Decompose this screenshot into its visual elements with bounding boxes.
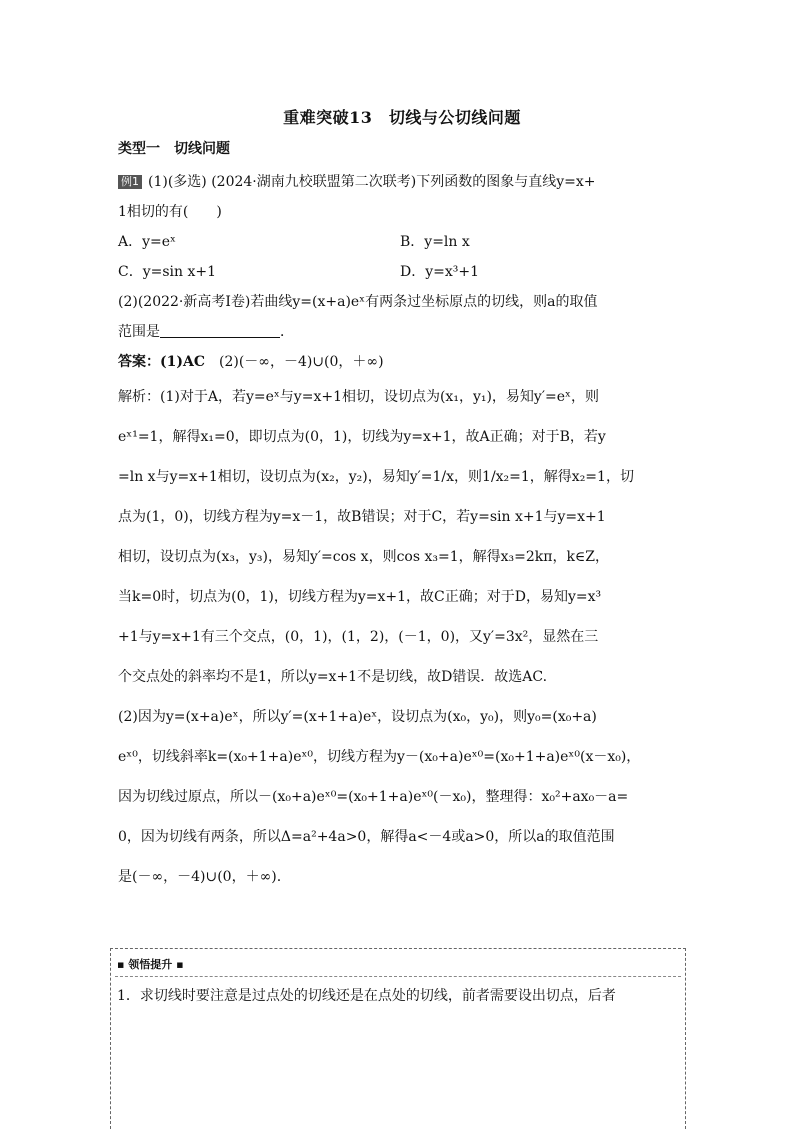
solution-line: 点为(1，0)，切线方程为y=x－1，故B错误；对于C，若y=sin x+1与y=x+1 xyxy=(118,509,606,525)
answer-label: 答案： xyxy=(118,354,160,370)
solution-line: 解析：(1)对于A，若y=eˣ与y=x+1相切，设切点为(x₁，y₁)，易知y′=eˣ，则 xyxy=(118,389,599,405)
q2-line1: (2)(2022·新高考Ⅰ卷)若曲线y=(x+a)eˣ有两条过坐标原点的切线，则a的取值 xyxy=(118,294,598,310)
option-b: B．y=ln x xyxy=(400,234,470,250)
solution-line: 相切，设切点为(x₃，y₃)，易知y′=cos x，则cos x₃=1，解得x₃=2kπ，k∈Z， xyxy=(118,549,610,565)
solution-line: eˣ⁰，切线斜率k=(x₀+1+a)eˣ⁰，切线方程为y－(x₀+a)eˣ⁰=(x₀+1+a)eˣ⁰(x－x₀)， xyxy=(118,749,641,765)
tip-text: 1．求切线时要注意是过点处的切线还是在点处的切线，前者需要设出切点，后者 xyxy=(117,988,616,1004)
solution-block xyxy=(118,377,686,697)
option-a: A．y=eˣ xyxy=(118,234,176,250)
options-grid xyxy=(118,227,686,287)
q2-prefix: 范围是 xyxy=(118,324,160,340)
q2-line2 xyxy=(118,317,686,347)
answer-part1: (1)AC xyxy=(160,354,205,370)
solution-line: 0，因为切线有两条，所以Δ=a²+4a>0，解得a<－4或a>0，所以a的取值范围 xyxy=(118,829,615,845)
example-badge: 例1 xyxy=(118,175,142,189)
document-page xyxy=(118,105,686,897)
example-question-1 xyxy=(118,167,686,197)
option-d: D．y=x³+1 xyxy=(400,264,480,280)
solution-line: +1与y=x+1有三个交点，(0，1)，(1，2)，(－1，0)，又y′=3x²，显然在三 xyxy=(118,629,599,645)
q1-line1: (1)(多选) (2024·湖南九校联盟第二次联考)下列函数的图象与直线y=x+ xyxy=(148,174,596,190)
answer-part2: (2)(－∞，－4)∪(0，＋∞) xyxy=(205,354,384,370)
solution-line: 因为切线过原点，所以－(x₀+a)eˣ⁰=(x₀+1+a)eˣ⁰(－x₀)，整理得：x₀²+ax₀－a= xyxy=(118,789,629,805)
answer-line xyxy=(118,347,686,377)
solution-line: 当k=0时，切点为(0，1)，切线方程为y=x+1，故C正确；对于D，易知y=x³ xyxy=(118,589,602,605)
q2-suffix: ． xyxy=(280,324,294,340)
option-c: C．y=sin x+1 xyxy=(118,264,217,280)
solution-line: 个交点处的斜率均不是1，所以y=x+1不是切线，故D错误．故选AC. xyxy=(118,669,548,685)
solution-line: (2)因为y=(x+a)eˣ，所以y′=(x+1+a)eˣ，设切点为(x₀，y₀)，则y₀=(x₀+a) xyxy=(118,709,597,725)
page-title: 重难突破13 切线与公切线问题 xyxy=(283,108,521,127)
solution-part2-block xyxy=(118,697,686,897)
tip-box xyxy=(110,948,686,1129)
solution-line: =ln x与y=x+1相切，设切点为(x₂，y₂)，易知y′=1/x，则1/x₂=1，解得x₂=1，切 xyxy=(118,469,634,485)
tip-heading: ▪ 领悟提升 ▪ xyxy=(117,958,184,971)
solution-line: eˣ¹=1，解得x₁=0，即切点为(0，1)，切线为y=x+1，故A正确；对于B，若y xyxy=(118,429,606,445)
section-heading: 类型一 切线问题 xyxy=(118,141,230,157)
solution-line: 是(－∞，－4)∪(0，＋∞). xyxy=(118,869,282,885)
q1-line2: 1相切的有( ) xyxy=(118,204,222,220)
answer-blank xyxy=(160,323,280,338)
